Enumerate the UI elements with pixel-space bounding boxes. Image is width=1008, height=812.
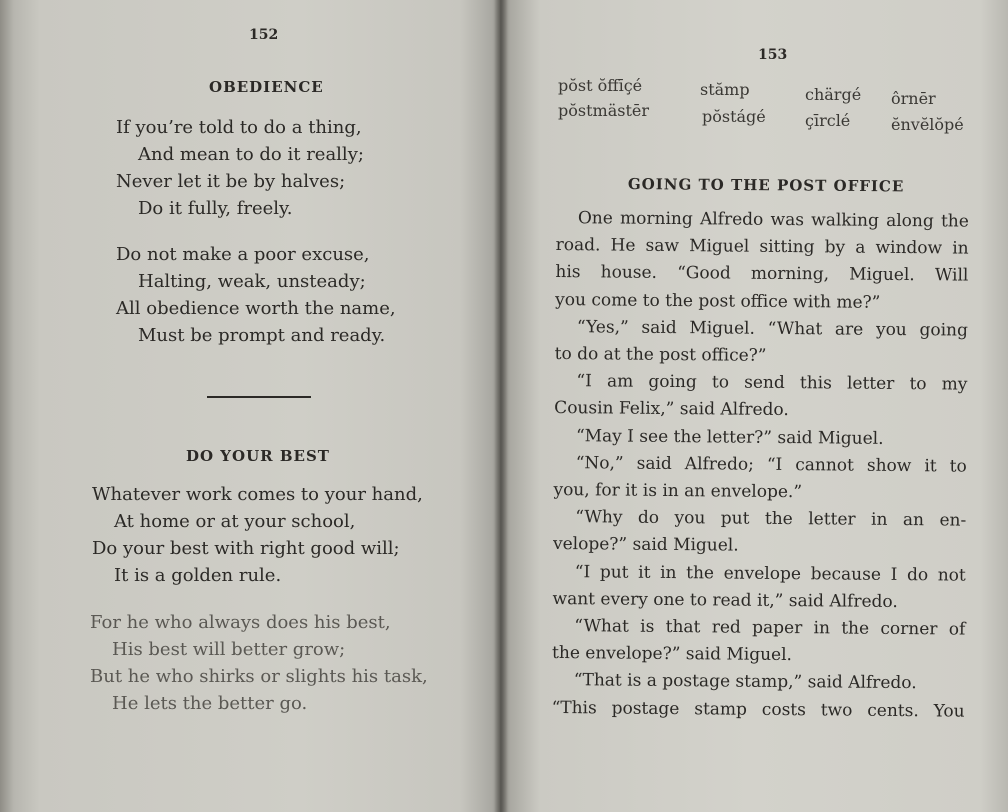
story-body (551, 205, 968, 725)
text-line: “Why do you put the letter in an en- (575, 507, 967, 531)
poem-line: Must be prompt and ready. (138, 325, 386, 346)
poem-line: Never let it be by halves; (116, 171, 346, 192)
right-page (500, 0, 1008, 812)
vocab-word: chärgé (805, 85, 862, 104)
book-gutter (494, 0, 508, 812)
text-line: “I put it in the envelope because I do not (574, 561, 966, 586)
text-line: road. He saw Miguel sitting by a window in (555, 235, 969, 259)
poem-line: And mean to do it really; (138, 144, 364, 165)
vocab-word: çīrclé (805, 111, 851, 130)
best-stanza-1 (92, 481, 423, 589)
vocab-word: pŏstmästēr (558, 101, 649, 120)
page-number-right: 153 (758, 47, 788, 63)
poem-line: Do it fully, freely. (138, 198, 293, 219)
obedience-stanza-2 (116, 241, 396, 349)
text-line: Cousin Felix,” said Alfredo. (554, 398, 789, 421)
text-line: want every one to read it,” said Alfredo. (552, 588, 898, 612)
poem-line: It is a golden rule. (114, 565, 282, 586)
text-line: velope?” said Miguel. (552, 534, 739, 557)
text-line: the envelope?” said Miguel. (552, 643, 793, 666)
vocab-word: stămp (700, 80, 750, 99)
vocab-word: pŏst ŏffīçé (558, 76, 643, 95)
obedience-title: OBEDIENCE (209, 78, 324, 96)
poem-line: For he who always does his best, (90, 612, 391, 633)
do-your-best-title: DO YOUR BEST (186, 447, 330, 465)
best-stanza-2 (90, 609, 428, 717)
vocab-word: ôrnēr (891, 89, 936, 108)
section-divider (207, 396, 311, 398)
poem-line: But he who shirks or slights his task, (90, 666, 428, 687)
text-line: to do at the post office?” (554, 344, 767, 366)
poem-line: Do your best with right good will; (92, 538, 400, 559)
text-line: “That is a postage stamp,” said Alfredo. (573, 670, 917, 694)
poem-line: He lets the better go. (112, 693, 308, 714)
poem-line: Halting, weak, unsteady; (138, 271, 366, 292)
page-number-left: 152 (249, 27, 279, 43)
poem-line: At home or at your school, (114, 511, 356, 532)
text-line: his house. “Good morning, Miguel. Will (555, 262, 969, 287)
text-line: “What is that red paper in the corner of (574, 616, 966, 640)
obedience-stanza-1 (116, 114, 364, 222)
poem-line: If you’re told to do a thing, (116, 117, 362, 138)
poem-line: All obedience worth the name, (116, 298, 396, 319)
text-line: “Yes,” said Miguel. “What are you going (576, 317, 969, 341)
story-title: GOING TO THE POST OFFICE (627, 175, 905, 196)
poem-line: Do not make a poor excuse, (116, 244, 370, 265)
text-line: you, for it is in an envelope.” (553, 480, 803, 503)
text-line: “This postage stamp costs two cents. You (551, 697, 965, 722)
text-line: you come to the post office with me?” (555, 289, 881, 313)
poem-line: His best will better grow; (112, 639, 346, 660)
poem-line: Whatever work comes to your hand, (92, 484, 423, 505)
vocab-word: ĕnvĕlŏpé (891, 115, 964, 134)
left-page (0, 0, 500, 812)
text-line: “I am going to send this letter to my (576, 371, 968, 395)
text-line: “No,” said Alfredo; “I cannot show it to (575, 453, 967, 477)
text-line: “May I see the letter?” said Miguel. (575, 425, 884, 449)
text-line: One morning Alfredo was walking along the (577, 208, 969, 232)
vocab-word: pŏstágé (702, 107, 766, 126)
